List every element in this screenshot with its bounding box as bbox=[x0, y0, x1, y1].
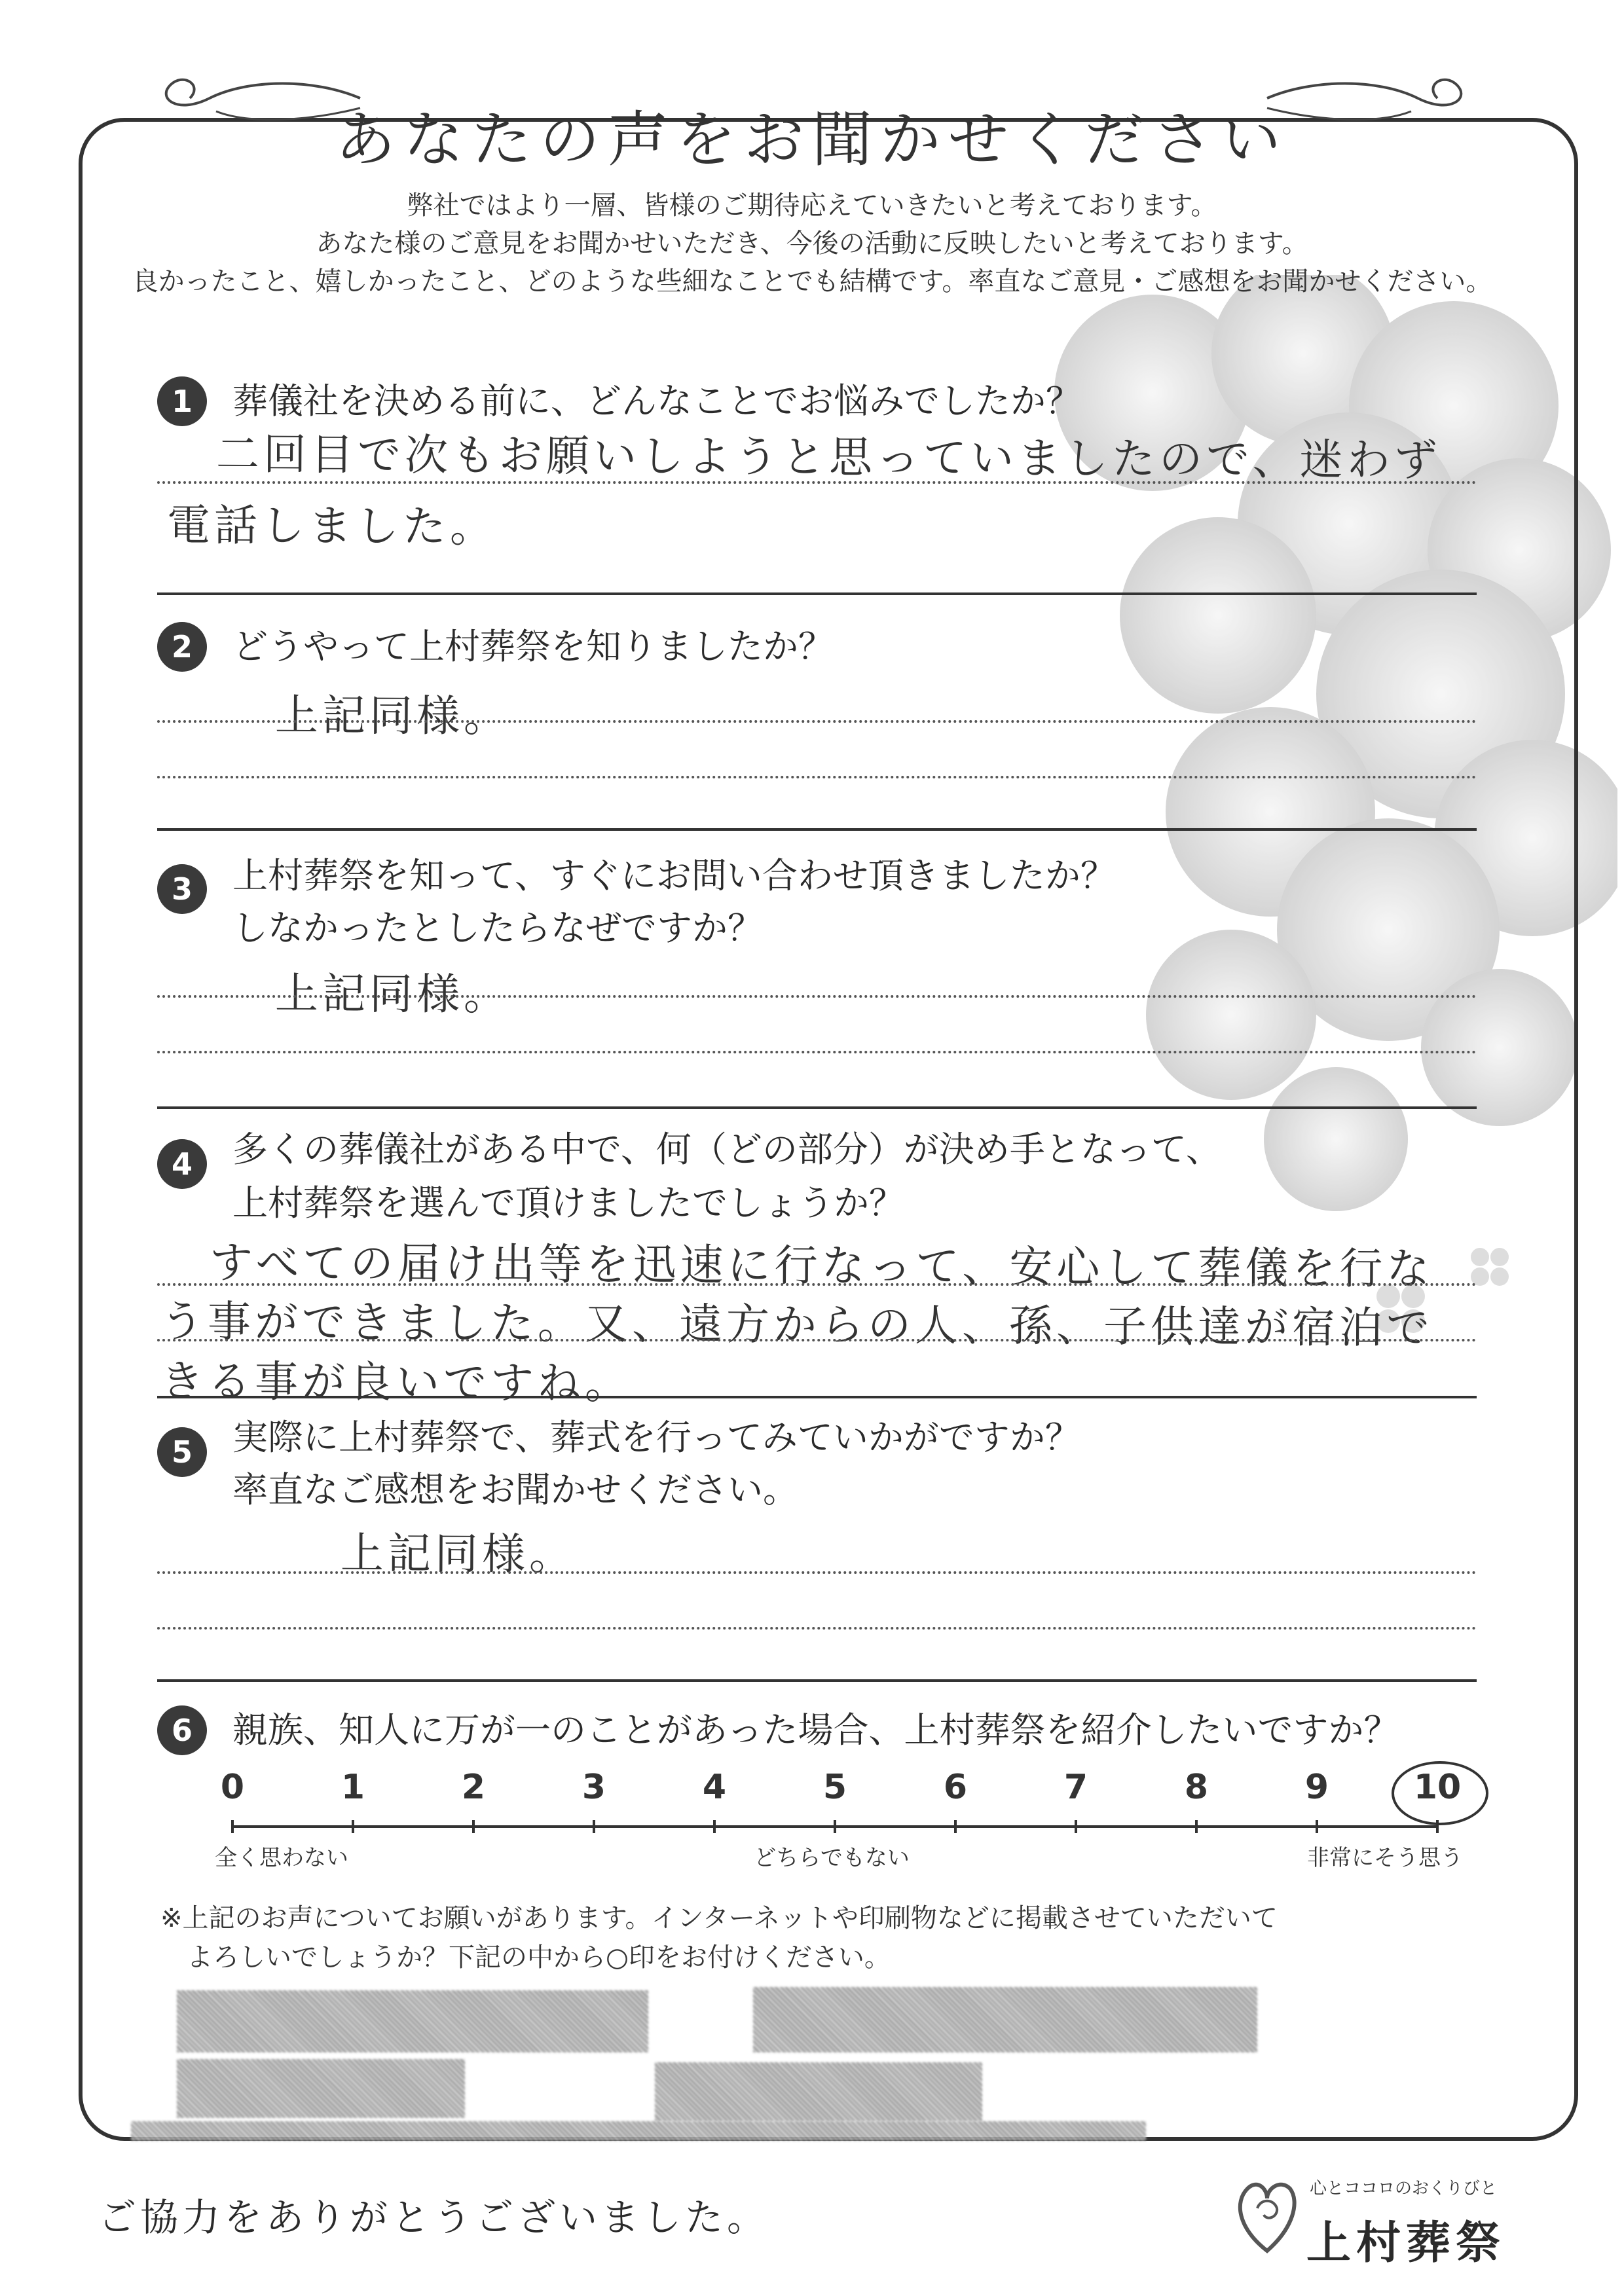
scale-tick-label[interactable]: 4 bbox=[702, 1768, 727, 1807]
question-text: 親族、知人に万が一のことがあった場合、上村葬祭を紹介したいですか？ bbox=[232, 1709, 1399, 1751]
scale-tick-label[interactable]: 1 bbox=[341, 1768, 365, 1807]
scale-tick-label[interactable]: 10 bbox=[1413, 1768, 1462, 1807]
intro-line: あなた様のご意見をお聞かせいただき、今後の活動に反映したいと考えております。 bbox=[316, 228, 1308, 259]
answer-line bbox=[157, 720, 1477, 723]
question-text: 多くの葬儀社がある中で、何（どの部分）が決め手となって、 bbox=[232, 1129, 1221, 1170]
scale-tick-mark bbox=[1436, 1820, 1439, 1833]
intro-line: 良かったこと、嬉しかったこと、どのような些細なことでも結構です。率直なご意見・ご感想をお聞かせください。 bbox=[132, 266, 1492, 297]
scale-tick-mark bbox=[1195, 1820, 1198, 1833]
section-divider bbox=[157, 1106, 1477, 1109]
question-number-badge: 4 bbox=[157, 1139, 207, 1189]
scale-tick-mark bbox=[472, 1820, 475, 1833]
question-number-badge: 3 bbox=[157, 864, 207, 914]
answer-line bbox=[157, 1627, 1477, 1630]
scale-label-mid: どちらでもない bbox=[754, 1845, 910, 1871]
redacted-area bbox=[655, 2062, 982, 2121]
scale-tick-label[interactable]: 2 bbox=[461, 1768, 486, 1807]
scale-tick-mark bbox=[1316, 1820, 1318, 1833]
answer-line bbox=[157, 481, 1477, 484]
question-text: 率直なご感想をお聞かせください。 bbox=[232, 1469, 798, 1510]
section-divider bbox=[157, 592, 1477, 595]
section-divider bbox=[157, 828, 1477, 831]
scale-tick-label[interactable]: 6 bbox=[943, 1768, 968, 1807]
answer-line bbox=[157, 776, 1477, 778]
redacted-area bbox=[131, 2121, 1146, 2141]
scale-tick-mark bbox=[834, 1820, 836, 1833]
question-text: 葬儀社を決める前に、どんなことでお悩みでしたか？ bbox=[232, 380, 1081, 422]
publication-consent-note bbox=[160, 1899, 1278, 1977]
handwritten-answer: 上記同様。 bbox=[340, 1528, 577, 1580]
scale-label-high: 非常にそう思う bbox=[1307, 1845, 1463, 1871]
answer-line bbox=[157, 1283, 1477, 1286]
answer-line bbox=[157, 1571, 1477, 1574]
question-text: どうやって上村葬祭を知りましたか？ bbox=[232, 626, 834, 667]
section-divider bbox=[157, 1396, 1477, 1398]
redacted-area bbox=[177, 2059, 465, 2118]
company-logo-name: 上村葬祭 bbox=[1306, 2217, 1506, 2269]
question-number-badge: 2 bbox=[157, 622, 207, 672]
scale-tick-label[interactable]: 9 bbox=[1304, 1768, 1329, 1807]
heart-logo-icon bbox=[1231, 2172, 1303, 2257]
logo-tagline: 心とココロのおくりびと bbox=[1310, 2179, 1498, 2198]
note-line: よろしいでしょうか？下記の中から○印をお付けください。 bbox=[187, 1942, 891, 1973]
redacted-area bbox=[753, 1987, 1257, 2052]
scale-tick-label[interactable]: 0 bbox=[220, 1768, 245, 1807]
question-number-badge: 6 bbox=[157, 1705, 207, 1755]
question-number-badge: 1 bbox=[157, 376, 207, 426]
question-number-badge: 5 bbox=[157, 1427, 207, 1477]
handwritten-answer: 電話しました。 bbox=[166, 500, 498, 553]
handwritten-answer: 二回目で次もお願いしようと思っていましたので、迷わず bbox=[215, 429, 1441, 486]
note-line: ※上記のお声についてお願いがあります。インターネットや印刷物などに掲載させていただいて bbox=[160, 1903, 1278, 1933]
page-title: あなたの声をお聞かせください bbox=[335, 105, 1289, 175]
redacted-area bbox=[177, 1990, 648, 2052]
scale-tick-label[interactable]: 7 bbox=[1063, 1768, 1088, 1807]
scale-tick-mark bbox=[954, 1820, 957, 1833]
handwritten-answer: 上記同様。 bbox=[274, 690, 511, 742]
handwritten-answer: 上記同様。 bbox=[274, 968, 511, 1020]
answer-line bbox=[157, 1339, 1477, 1341]
scale-tick-mark bbox=[713, 1820, 716, 1833]
intro-line: 弊社ではより一層、皆様のご期待応えていきたいと考えております。 bbox=[407, 191, 1217, 221]
question-text: しなかったとしたらなぜですか？ bbox=[232, 907, 763, 949]
scale-label-low: 全く思わない bbox=[215, 1845, 348, 1871]
question-text: 上村葬祭を選んで頂けましたでしょうか？ bbox=[232, 1182, 904, 1224]
section-divider bbox=[157, 1679, 1477, 1682]
rating-scale bbox=[215, 1768, 1493, 1886]
scale-tick-label[interactable]: 5 bbox=[822, 1768, 847, 1807]
question-text: 上村葬祭を知って、すぐにお問い合わせ頂きましたか？ bbox=[232, 855, 1116, 896]
handwritten-answer: すべての届け出等を迅速に行なって、安心して葬儀を行な bbox=[209, 1237, 1434, 1294]
question-text: 実際に上村葬祭で、葬式を行ってみていかがですか？ bbox=[232, 1417, 1080, 1458]
intro-text bbox=[0, 187, 1624, 301]
scale-tick-label[interactable]: 3 bbox=[581, 1768, 606, 1807]
thank-you-message: ご協力をありがとうございました。 bbox=[98, 2195, 769, 2240]
scale-tick-mark bbox=[1075, 1820, 1077, 1833]
scale-tick-mark bbox=[352, 1820, 354, 1833]
handwritten-answer: う事ができました。又、遠方からの人、孫、子供達が宿泊で bbox=[160, 1296, 1434, 1354]
scale-tick-mark bbox=[593, 1820, 595, 1833]
scale-tick-label[interactable]: 8 bbox=[1184, 1768, 1209, 1807]
handwritten-answer: きる事が良いですね。 bbox=[160, 1356, 633, 1409]
scale-tick-mark bbox=[231, 1820, 234, 1833]
answer-line bbox=[157, 995, 1477, 998]
answer-line bbox=[157, 1051, 1477, 1053]
